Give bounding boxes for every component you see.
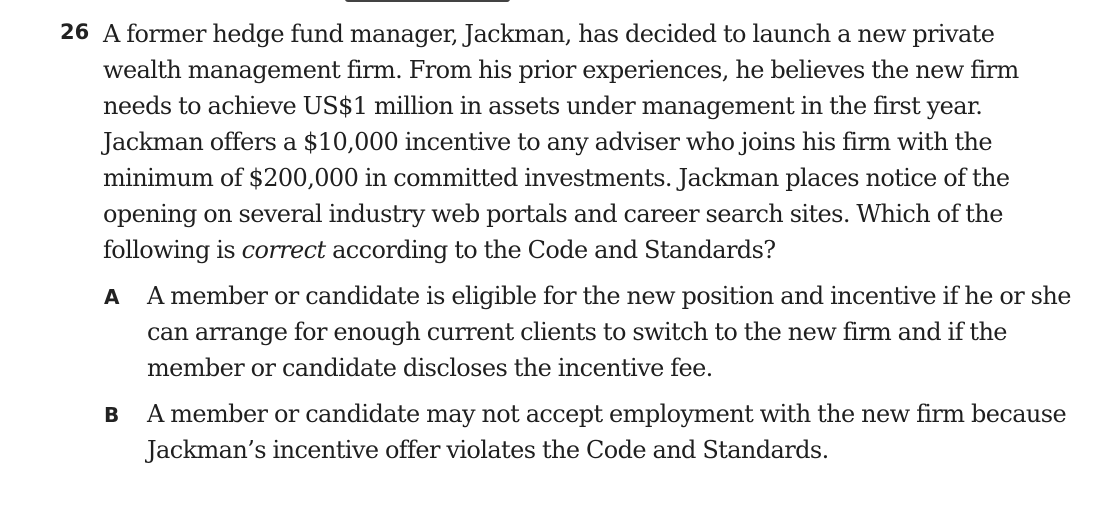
option-a-text: A member or candidate is eligible for the new position and incentive if he or she can arrange for enough current clients to switch to the new firm and if the member or candidate discloses the incentive fee. [147, 282, 1071, 382]
stem-emphasis: correct [241, 236, 326, 264]
answer-options [104, 278, 1084, 478]
option-b-text: A member or candidate may not accept employment with the new firm because Jackman’s incentive offer violates the Code and Standards. [147, 400, 1067, 464]
option-b [104, 396, 1084, 468]
question-block [60, 16, 1080, 268]
option-b-letter: B [104, 403, 119, 427]
stem-text-end: according to the Code and Standards? [325, 236, 776, 264]
stem-text: A former hedge fund manager, Jackman, has decided to launch a new private wealth management firm. From his prior experiences, he believes the new firm needs to achieve US$1 million in assets under management in the first year. Jackman offers a $10,000 incentive to any adviser who joins his firm with the minimum of $200,000 in committed investments. Jackman places notice of the opening on several industry web portals and career search sites. Which of the following is [103, 20, 1019, 264]
question-number: 26 [60, 20, 90, 44]
question-stem [103, 16, 1073, 268]
option-a [104, 278, 1084, 386]
option-a-letter: A [104, 285, 119, 309]
cropped-text-fragment [345, 0, 510, 2]
